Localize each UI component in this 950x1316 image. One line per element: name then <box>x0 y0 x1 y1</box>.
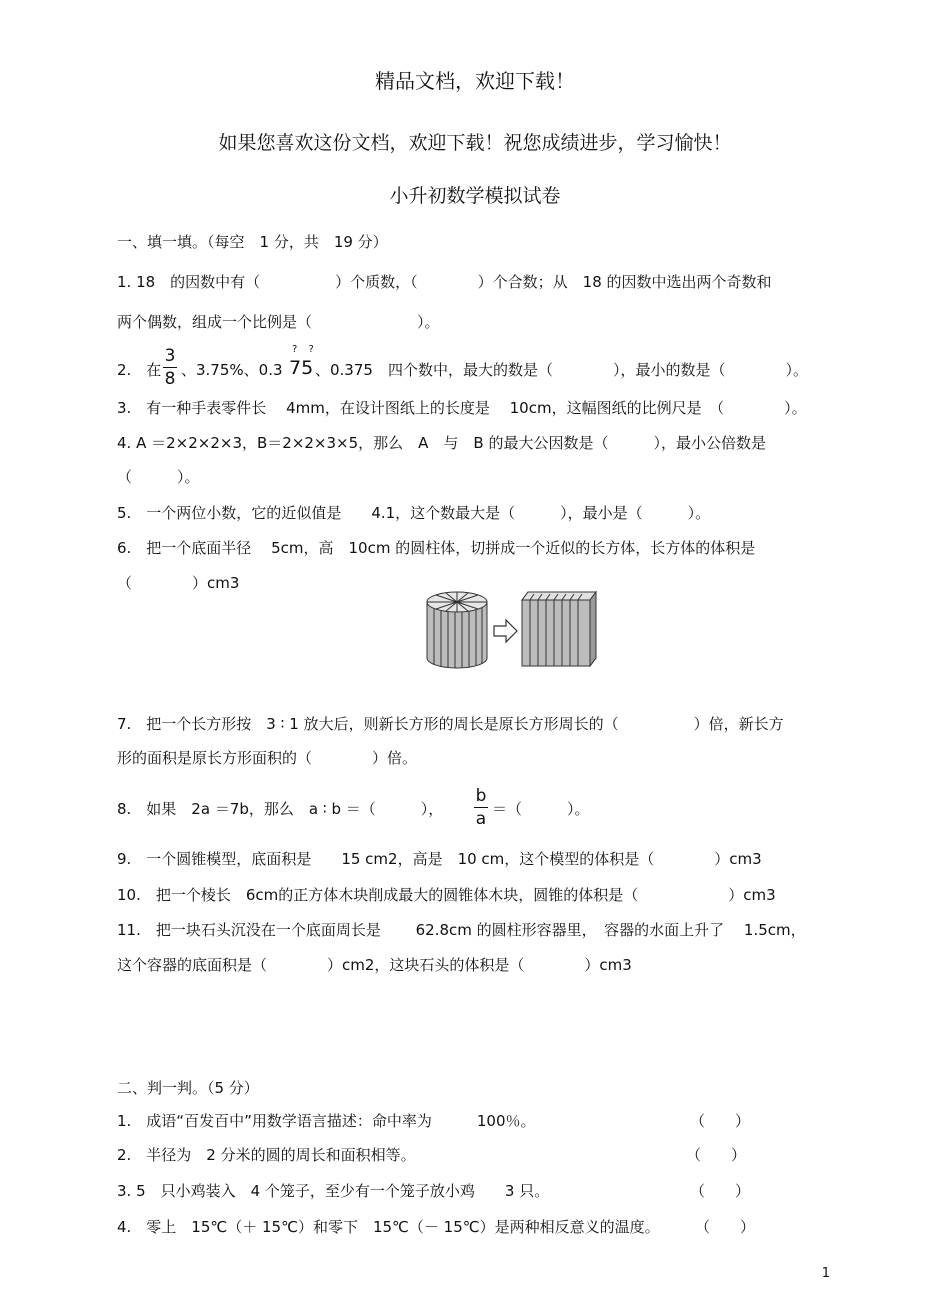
banner: 精品文档，欢迎下载！ <box>375 69 575 93</box>
answer-blank-2: （ ） <box>686 1146 747 1164</box>
repeating-dots: ? ? <box>292 344 318 355</box>
answer-blank-4: （ ） <box>695 1218 756 1236</box>
cylinder-to-cuboid-illustration <box>424 586 604 672</box>
question-11b: 这个容器的底面积是（ ）cm2，这块石头的体积是（ ）cm3 <box>117 956 632 974</box>
question-2-rest: 、0.375 四个数中，最大的数是（ ），最小的数是（ ）。 <box>315 361 808 379</box>
page-title: 小升初数学模拟试卷 <box>389 185 561 207</box>
repeating-digits: 75 <box>289 357 314 379</box>
judge-item-3: 3. 5 只小鸡装入 4 个笼子，至少有一个笼子放小鸡 3 只。 <box>117 1182 550 1200</box>
question-3: 3. 有一种手表零件长 4mm，在设计图纸上的长度是 10cm，这幅图纸的比例尺是 （ ）。 <box>117 399 807 417</box>
question-5: 5. 一个两位小数，它的近似值是 4.1，这个数最大是（ ），最小是（ ）。 <box>117 504 711 522</box>
fraction-denominator: a <box>475 809 487 829</box>
question-8-prefix: 8. 如果 2a ＝7b，那么 a ∶ b ＝（ ）， <box>117 800 444 818</box>
section1-heading: 一、填一填。（每空 1 分，共 19 分） <box>117 233 388 251</box>
fraction-numerator: 3 <box>164 346 176 366</box>
question-1a: 1. 18 的因数中有（ ）个质数，（ ）个合数；从 18 的因数中选出两个奇数和 <box>117 273 772 291</box>
question-4a: 4. A ＝2×2×2×3，B＝2×2×3×5，那么 A 与 B 的最大公因数是（ ），最小公倍数是 <box>117 434 766 452</box>
cuboid-icon <box>522 592 596 666</box>
question-7a: 7. 把一个长方形按 3 ∶ 1 放大后，则新长方形的周长是原长方形周长的（ ）倍，新长方 <box>117 715 784 733</box>
question-10: 10. 把一个棱长 6cm的正方体木块削成最大的圆锥体木块，圆锥的体积是（ ）cm3 <box>117 886 776 904</box>
section2-heading: 二、判一判。（5 分） <box>117 1079 259 1097</box>
question-7b: 形的面积是原长方形面积的（ ）倍。 <box>117 749 418 767</box>
question-6b: （ ）cm3 <box>117 574 240 592</box>
judge-item-4: 4. 零上 15℃（＋ 15℃）和零下 15℃（－ 15℃）是两种相反意义的温度。 <box>117 1218 660 1236</box>
question-9: 9. 一个圆锥模型，底面积是 15 cm2，高是 10 cm，这个模型的体积是（ ）cm3 <box>117 850 762 868</box>
slogan: 如果您喜欢这份文档，欢迎下载！祝您成绩进步，学习愉快！ <box>218 132 732 154</box>
fraction-bar <box>474 807 488 808</box>
page-number: 1 <box>821 1266 830 1281</box>
judge-item-2: 2. 半径为 2 分米的圆的周长和面积相等。 <box>117 1146 416 1164</box>
arrow-right-icon <box>494 620 517 642</box>
question-2-mid: 、3.75%、0.3 <box>181 361 283 379</box>
fraction-b-a <box>474 786 488 829</box>
answer-blank-3: （ ） <box>690 1182 751 1200</box>
question-6a: 6. 把一个底面半径 5cm，高 10cm 的圆柱体，切拼成一个近似的长方体，长方体的体积是 <box>117 539 756 557</box>
fraction-bar <box>163 367 177 368</box>
fraction-denominator: 8 <box>164 369 176 389</box>
question-8-suffix: ＝（ ）。 <box>492 800 590 818</box>
fraction-numerator: b <box>475 786 487 806</box>
answer-blank-1: （ ） <box>690 1112 751 1130</box>
cylinder-icon <box>427 592 487 668</box>
question-4b: （ ）。 <box>117 468 200 486</box>
question-11a: 11. 把一块石头沉没在一个底面周长是 62.8cm 的圆柱形容器里， 容器的水面上升了 1.5cm， <box>117 921 806 939</box>
question-2-prefix: 2. 在 <box>117 361 162 379</box>
fraction-3-8 <box>163 346 177 389</box>
question-1b: 两个偶数，组成一个比例是（ ）。 <box>117 313 440 331</box>
judge-item-1: 1. 成语“百发百中”用数学语言描述：命中率为 100％。 <box>117 1112 536 1130</box>
